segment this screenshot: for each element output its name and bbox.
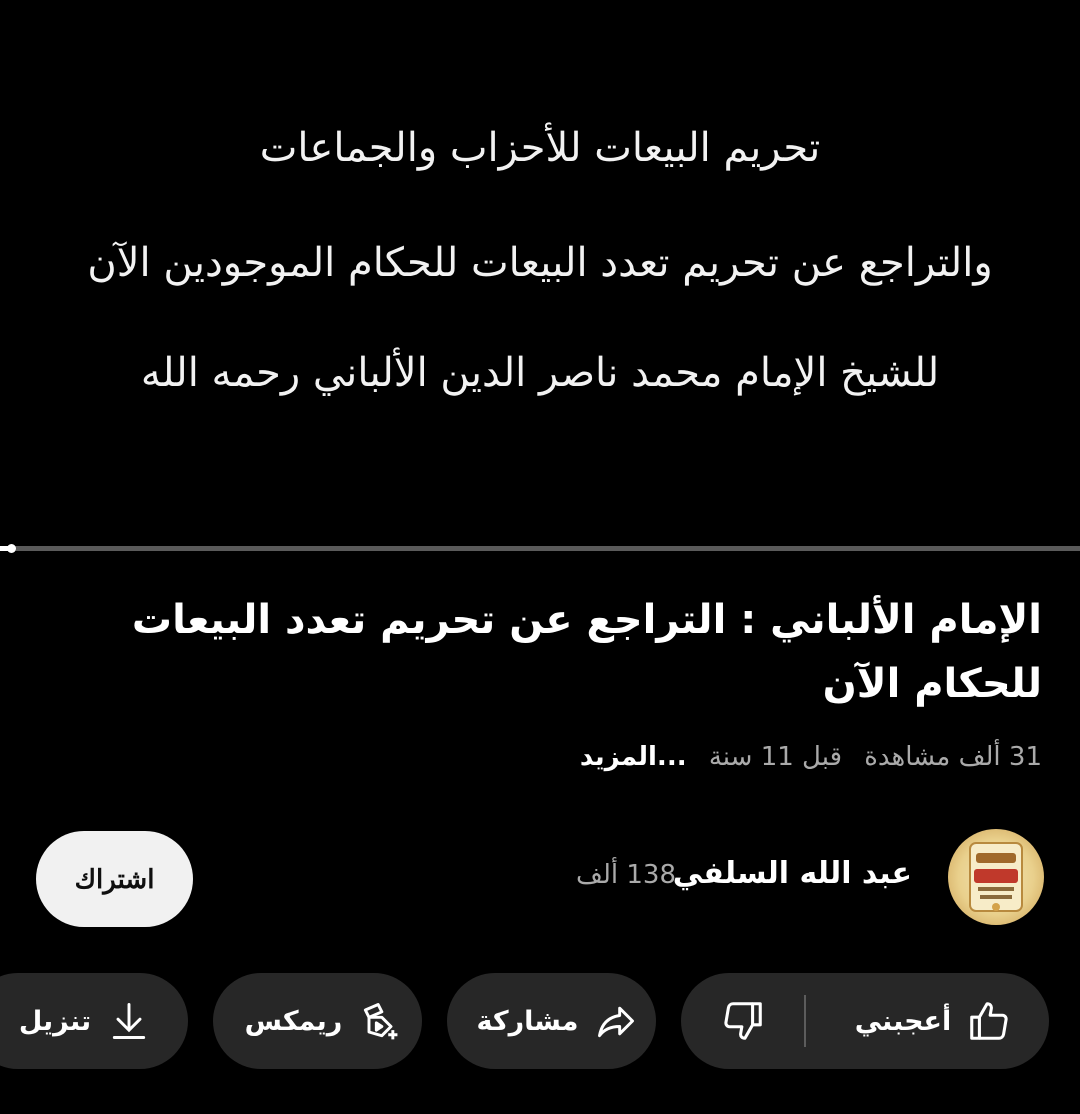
remix-icon [356, 997, 404, 1045]
video-text-line-1: تحريم البيعات للأحزاب والجماعات [259, 125, 821, 171]
thumbs-down-icon [719, 997, 767, 1045]
subscribe-button[interactable]: اشتراك [36, 831, 193, 927]
channel-avatar[interactable] [948, 829, 1044, 925]
subscriber-count: 138 ألف [576, 860, 676, 890]
download-label: تنزيل [18, 1005, 92, 1037]
like-label: أعجبني [854, 1005, 952, 1037]
download-button[interactable] [0, 973, 188, 1069]
share-arrow-icon [592, 997, 640, 1045]
video-text-line-2: والتراجع عن تحريم تعدد البيعات للحكام الموجودين الآن [87, 240, 993, 286]
remix-button[interactable] [213, 973, 422, 1069]
dislike-button[interactable] [681, 973, 805, 1069]
video-meta[interactable] [580, 742, 1042, 772]
share-button[interactable] [447, 973, 656, 1069]
view-count: 31 ألف مشاهدة [864, 742, 1042, 772]
thumbs-up-icon [965, 997, 1013, 1045]
upload-age: قبل 11 سنة [708, 742, 843, 772]
video-progress-bar[interactable] [0, 546, 1080, 551]
video-progress-handle[interactable] [7, 544, 16, 553]
video-player[interactable] [0, 0, 1080, 548]
channel-avatar-logo-icon [948, 829, 1044, 925]
download-icon [105, 997, 153, 1045]
video-text-line-3: للشيخ الإمام محمد ناصر الدين الألباني رحمه الله [140, 350, 940, 396]
like-button[interactable] [805, 973, 1049, 1069]
more-link[interactable]: ...المزيد [579, 742, 687, 772]
video-title[interactable]: الإمام الألباني : التراجع عن تحريم تعدد البيعات للحكام الآن [131, 597, 1042, 707]
share-label: مشاركة [476, 1005, 579, 1037]
like-dislike-group [681, 973, 1049, 1069]
channel-name[interactable]: عبد الله السلفي [672, 856, 912, 891]
remix-label: ريمكس [244, 1005, 343, 1037]
